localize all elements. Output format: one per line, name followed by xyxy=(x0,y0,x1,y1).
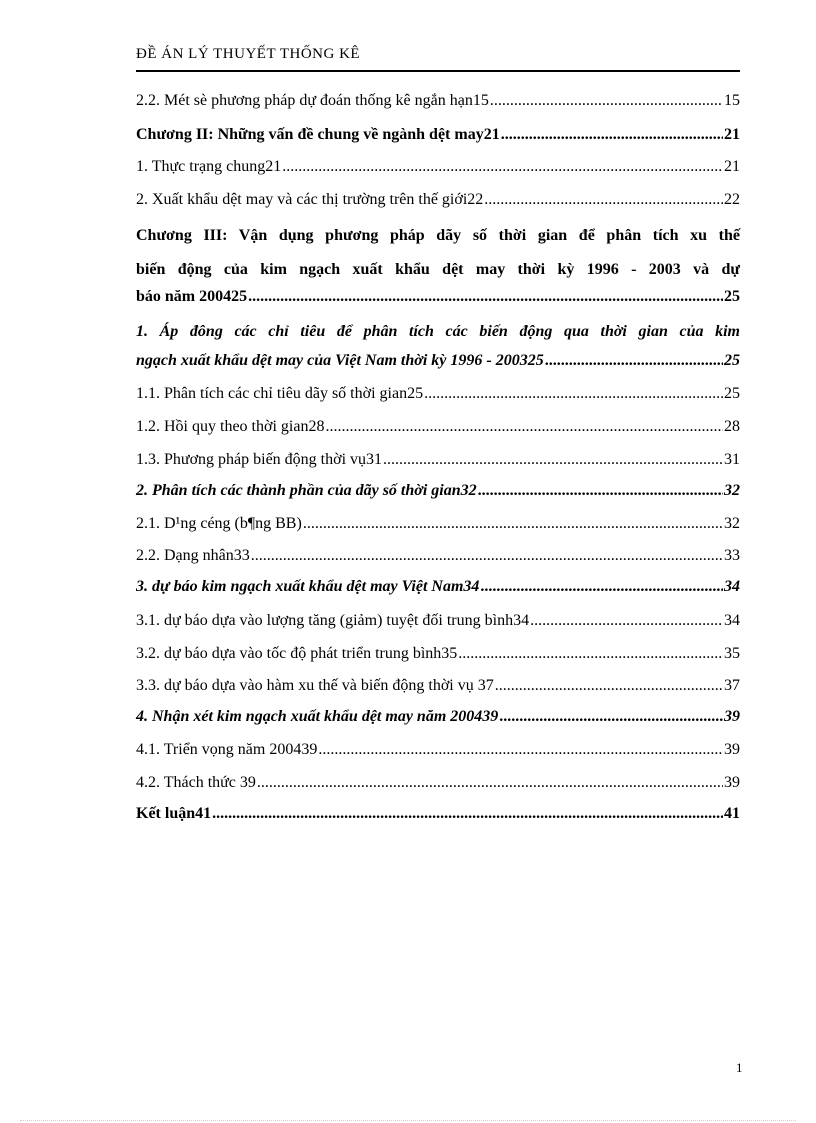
toc-entry xyxy=(136,677,740,705)
dot-leader xyxy=(530,612,723,630)
dot-leader xyxy=(257,774,723,792)
dot-leader xyxy=(251,547,723,565)
toc-entry xyxy=(136,482,740,510)
toc-entry-page: 34 xyxy=(724,578,740,595)
dot-leader xyxy=(501,126,723,144)
toc-entry-page: 25 xyxy=(724,288,740,305)
toc-entry-title: 1.3. Phương pháp biến động thời vụ31 xyxy=(136,451,383,468)
toc-entry-title: 3.1. dự báo dựa vào lượng tăng (giảm) tuyệt đối trung bình34 xyxy=(136,612,530,629)
toc-entry-line1: Chương III: Vận dụng phương pháp dãy số thời gian để phân tích xu thế xyxy=(136,227,740,244)
toc-entry-title: báo năm 200425 xyxy=(136,288,248,305)
toc-entry xyxy=(136,158,740,186)
toc-entry xyxy=(136,418,740,446)
toc-entry-page: 39 xyxy=(724,741,740,758)
document-header: ĐỀ ÁN LÝ THUYẾT THỐNG KÊ xyxy=(136,46,361,62)
toc-entry xyxy=(136,191,740,219)
header-divider xyxy=(136,70,740,72)
toc-entry-title: 3. dự báo kim ngạch xuất khẩu dệt may Việt Nam34 xyxy=(136,578,480,595)
dot-leader xyxy=(495,677,723,695)
toc-entry-page: 31 xyxy=(724,451,740,468)
toc-entry-page: 15 xyxy=(724,92,740,109)
dot-leader xyxy=(383,451,723,469)
toc-entry-page: 21 xyxy=(724,158,740,175)
toc-entry-page: 28 xyxy=(724,418,740,435)
toc-entry-title: 2.1. D¹ng céng (b¶ng BB) xyxy=(136,515,302,532)
toc-entry xyxy=(136,547,740,575)
toc-entry-title: ngạch xuất khẩu dệt may của Việt Nam thời kỳ 1996 - 200325 xyxy=(136,352,544,369)
toc-entry-title: 2. Xuất khẩu dệt may và các thị trường trên thế giới22 xyxy=(136,191,484,208)
toc-entry-title: 1.1. Phân tích các chỉ tiêu dãy số thời gian25 xyxy=(136,385,424,402)
toc-entry xyxy=(136,708,740,736)
dot-leader xyxy=(480,578,723,596)
dot-leader xyxy=(212,805,723,823)
page-bottom-divider xyxy=(20,1120,796,1121)
toc-entry-page: 33 xyxy=(724,547,740,564)
toc-entry-line2: biến động của kim ngạch xuất khẩu dệt may thời kỳ 1996 - 2003 và dự xyxy=(136,261,740,278)
dot-leader xyxy=(325,418,723,436)
toc-entry-title: 2.2. Dạng nhân33 xyxy=(136,547,250,564)
dot-leader xyxy=(490,92,723,110)
dot-leader xyxy=(478,482,723,500)
toc-entry-line1: 1. Áp đông các chỉ tiêu để phân tích các biến động qua thời gian của kim xyxy=(136,323,740,340)
toc-entry-page: 32 xyxy=(724,482,740,499)
toc-entry-page: 22 xyxy=(724,191,740,208)
dot-leader xyxy=(545,352,723,370)
toc-entry xyxy=(136,126,740,154)
toc-entry-title: Chương II: Những vấn đề chung về ngành dệt may21 xyxy=(136,126,500,143)
toc-entry-page: 41 xyxy=(724,805,740,822)
toc-entry-title: 4.2. Thách thức 39 xyxy=(136,774,256,791)
toc-entry-page: 34 xyxy=(724,612,740,629)
toc-entry-title: 2. Phân tích các thành phần của dãy số thời gian32 xyxy=(136,482,477,499)
toc-entry xyxy=(136,578,740,606)
toc-entry xyxy=(136,451,740,479)
toc-entry-page: 39 xyxy=(724,774,740,791)
dot-leader xyxy=(318,741,723,759)
toc-entry-title: 4.1. Triển vọng năm 200439 xyxy=(136,741,318,758)
toc-entry-page: 37 xyxy=(724,677,740,694)
toc-entry-page: 32 xyxy=(724,515,740,532)
toc-entry xyxy=(136,741,740,769)
toc-entry-page: 39 xyxy=(724,708,740,725)
toc-entry-page: 25 xyxy=(724,385,740,402)
dot-leader xyxy=(458,645,723,663)
toc-entry-title: 2.2. Mét sè phương pháp dự đoán thống kê ngắn hạn15 xyxy=(136,92,489,109)
toc-entry xyxy=(136,288,740,316)
dot-leader xyxy=(499,708,723,726)
dot-leader xyxy=(484,191,723,209)
toc-entry xyxy=(136,352,740,380)
toc-entry-title: 1. Thực trạng chung21 xyxy=(136,158,282,175)
toc-entry xyxy=(136,805,740,833)
toc-entry-title: 3.3. dự báo dựa vào hàm xu thế và biến động thời vụ 37 xyxy=(136,677,494,694)
toc-entry xyxy=(136,515,740,543)
dot-leader xyxy=(248,288,723,306)
toc-entry-page: 21 xyxy=(724,126,740,143)
toc-entry-page: 25 xyxy=(724,352,740,369)
toc-entry xyxy=(136,612,740,640)
dot-leader xyxy=(303,515,723,533)
dot-leader xyxy=(424,385,723,403)
toc-entry xyxy=(136,645,740,673)
toc-entry-title: Kết luận41 xyxy=(136,805,212,822)
toc-entry-title: 4. Nhận xét kim ngạch xuất khẩu dệt may năm 200439 xyxy=(136,708,499,725)
dot-leader xyxy=(282,158,723,176)
toc-entry xyxy=(136,385,740,413)
toc-entry xyxy=(136,92,740,120)
toc-entry-page: 35 xyxy=(724,645,740,662)
toc-entry-title: 3.2. dự báo dựa vào tốc độ phát triển trung bình35 xyxy=(136,645,458,662)
page-number: 1 xyxy=(736,1060,743,1075)
toc-entry xyxy=(136,774,740,802)
toc-entry-title: 1.2. Hồi quy theo thời gian28 xyxy=(136,418,325,435)
